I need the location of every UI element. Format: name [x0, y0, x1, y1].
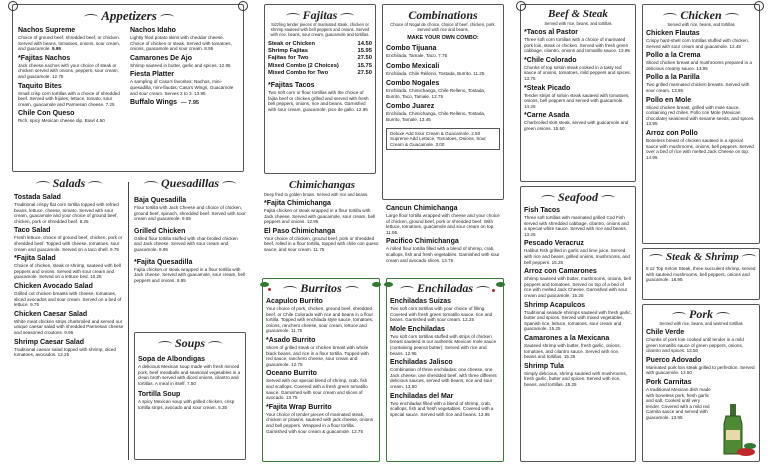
enchiladas-section — [390, 281, 500, 460]
menu-item: Taco Salad Fresh lettuce, choice of ground beef, chicken, pork or shredded beef. Topped with cheese, tomatoes, sour cream and guacamole. Served on a taco shell. 9.75 — [14, 227, 123, 252]
section-title-soups: Soups — [138, 336, 242, 351]
steak-shrimp-section: Steak & Shrimp 8 oz Top Sirloin Steak, three succulent shrimp, served with sauteed mushrooms, bell peppers, onions and guacamole. 18.95 — [646, 251, 756, 283]
menu-item: Camarones De Ajo Shrimp sauteed in butter, garlic and spices. 12.95 — [130, 54, 231, 68]
menu-item: Shrimp Caesar Salad Traditional caesar salad topped with shrimp, diced tomatoes, avocados. 12.25 — [14, 338, 116, 358]
menu-item: Pacifico Chimichanga A rolled flour tortilla filled with a blend of shrimp, crab, scallops, fish and fresh vegetables. Garnished with sour cream and avocado slices. 13.75 — [386, 238, 500, 263]
flourish-icon — [742, 254, 756, 260]
menu-item: *Fajita Salad Choice of chicken, steak or shrimp, sauteed with bell peppers and onions. Served with sour cream and guacamole. Served on a lettuce bed. 10.25 — [14, 255, 121, 280]
section-title-quesadillas: Quesadillas — [134, 176, 246, 191]
menu-item: Chicken Flautas Crispy hard-shell corn tortillas stuffed with chicken. Served with sour cream and guacamole. 12.45 — [646, 30, 750, 49]
burritos-section — [266, 281, 376, 460]
section-title-salads: Salads — [14, 176, 124, 191]
flourish-icon — [208, 341, 222, 347]
menu-item: Arroz con Camarones Shrimp sauteed with butter, mushrooms, onions, bell peppers and tomatoes. Served on top of a bed of rice with melted Jack Cheese. Garnished with sour cream and guacamole. 15.25 — [524, 268, 631, 298]
section-title-burritos: Burritos — [266, 281, 376, 295]
section-title-pork: Pork — [646, 307, 756, 321]
menu-item: Pollo a la Crema Sliced chicken breast and mushrooms prepared in a delicious creamy sauce. 13.95 — [646, 52, 752, 71]
menu-item: Baja Quesadilla Flour tortilla with Jack Cheese and choice of chicken, ground beef, spinach, shredded beef. Served with sour cream and guacamole. 9.65 — [134, 197, 246, 222]
appetizers-left-list — [18, 24, 122, 124]
menu-item: Combo Juarez Enchilada, Chimichanga, Chile Relleno, Tostada, Burrito, Tamale. 13.45 — [386, 103, 486, 122]
combinations-section: Combinations Choice of Nogal de choice, choice of beef, chicken, pork. Served with rice and beans. MAKE YOUR OWN COMBO: Combo Tijuana Enchilada, Tamale, Taco. 7.75 Combo Mexicali Enchilada, Chile Relleno, Tostada, Burrito. 11.25 Combo Nogales Enchilada, Chimichanga, Chile Relleno, Tostada, Burrito, Taco, Tamale. 12.75 Combo Juarez Enchilada, Chimichanga, Chile Relleno, Tostada, Burrito, Tamale. 13.45 Deluxe Add Sour Cream & Guacamole. 2.50 Supreme Add Lettuce, Tomatoes, Onions, Sour Cream & Guacamole. 3.00 — [386, 8, 500, 198]
menu-item: Combo Tijuana Enchilada, Tamale, Taco. 7.75 — [386, 45, 448, 58]
menu-item: Fiesta Platter A sampling of Casa's favorites: Nachos, mini-quesadilla, mini-flautas, Casa's Wings, Guacamole and sour cream. Serves 2 to 3. 13.95 — [130, 71, 234, 96]
menu-item: Enchiladas Suizas Two soft corn tortillas with your choice of filling. Covered with fresh green tomatillo sauce, rice and beans. Garnished with sour cream. 12.25 — [390, 298, 493, 323]
section-title-fajitas: Fajitas — [268, 8, 372, 22]
menu-item: *Fajita Chimichanga Fajita chicken or steak wrapped in a flour tortilla with Jack cheese. Served with guacamole, sour cream, bell peppers and onions. 12.95 — [264, 200, 376, 225]
menu-panel-right — [512, 0, 768, 466]
menu-item: Cancun Chimichanga Large flour tortilla wrapped with cheese and your choice of chicken, ground beef, pork or shredded beef. With lettuce, tomatoes, guacamole and sour cream on top. 11.95 — [386, 205, 500, 235]
menu-item: Chile Verde Chunks of pork loin cooked until tender in a mild green tomatillo sauce of green peppers, onions, cilantro and spices. 13.50 — [646, 329, 744, 354]
menu-item: Nachos Supreme Choice of ground beef, shredded beef, or chicken. Served with beans, tomatoes, onions, sour cream, and guacamole. 9.95 — [18, 27, 121, 52]
section-title-appetizers: Appetizers — [18, 8, 240, 24]
section-title-combinations: Combinations — [408, 8, 478, 22]
menu-item: Nachos Idaho Lightly fried potato skins with cheddar cheese. Choice of chicken or steak. Served with tomatoes, onions, guacamole and sour cream. 8.95 — [130, 27, 232, 52]
menu-item: Shrimp Tula Simply delicious, shrimp sauteed with mushrooms, fresh garlic, butter and spices. Served with rice, beans, and tortillas. 15.25 — [524, 362, 627, 387]
appetizers-section — [18, 8, 240, 170]
chimichangas-section: Chimichangas Deep fried to golden brown. Served with rice and beans. *Fajita Chimichanga Fajita chicken or steak wrapped in a flour tortilla with Jack cheese. Served with guacamole, sour cream, bell peppers and onions. 12.95 El Paso Chimichanga Your choice of chicken, ground beef, pork or shredded beef, rolled in a flour tortilla, topped with chile con queso sauce, and sour cream. 11.75 — [264, 179, 379, 252]
menu-item: El Paso Chimichanga Your choice of chicken, ground beef, pork or shredded beef, rolled in a flour tortilla, topped with chile con queso sauce, and sour cream. 11.75 — [264, 227, 379, 252]
section-title-enchiladas: Enchiladas — [390, 281, 500, 295]
menu-item: *Carne Asada Charbroiled skirt steak, served with guacamole and green onions. 15.50 — [524, 112, 629, 131]
menu-item: *Fajita Wrap Burrito Your choice of tender pieces of marinated steak, chicken or prawns, sauteed with jack cheese, onions and bell peppers. Wrapped in a flour tortilla. Garnished with sour cream & guacamole. 12.75 — [266, 403, 373, 434]
cancun-section — [386, 202, 502, 278]
flourish-icon — [158, 341, 172, 347]
flourish-icon — [663, 13, 677, 19]
menu-item: Taquito Bites Small crisp corn tortillas with a choice of shredded beef. Served with frijoles, lettuce, tomato, sour cream, guacamole and Parmesan cheese. 7.25 — [18, 82, 120, 107]
flourish-icon — [716, 312, 730, 318]
flourish-icon — [541, 195, 555, 201]
flourish-icon — [340, 13, 354, 19]
menu-item: Oceano Burrito Served with our special blend of shrimp, crab, fish and scallops. Covered with a fresh green tomatillo sauce. Garnished with sour cream and slices of avocado. 13.75 — [266, 370, 368, 401]
menu-item: Pollo a la Parilla Two grilled marinated chicken breasts. Served with sour cream. 13.95 — [646, 74, 750, 93]
appetizers-right-list — [130, 24, 234, 124]
menu-item: Shrimp Acapulcos Traditional seaside shrimps sauteed with fresh garlic, butter and spices. Served with mixed vegetables, Spanish rice, lettuce, tomatoes, sour cream and guacamole. 15.25 — [524, 301, 632, 332]
price-row: Steak or Chicken 14.50 — [268, 41, 372, 47]
flourish-icon — [400, 286, 414, 292]
flourish-icon — [88, 181, 102, 187]
menu-item: Tostada Salad Traditional crispy flat corn tortilla topped with refried beans, lettuce, cheese, tomato. Served with sour cream, guacamole and your choice of ground beef, chicken, pork or shredded beef. 8.25 — [14, 194, 119, 224]
menu-panel-left — [0, 0, 256, 466]
soups-section — [138, 336, 242, 458]
menu-item: Tortilla Soup A spicy Mexican soup with grilled chicken, crisp tortilla strips, avocado and sour cream. 5.35 — [138, 391, 235, 410]
price-row: Shrimp Fajitas 15.95 — [268, 48, 372, 55]
seafood-section — [524, 190, 632, 460]
chicken-section: Chicken Served with rice, beans, and tortillas Chicken Flautas Crispy hard-shell corn tortillas stuffed with chicken. Served with sour cream and guacamole. 12.45 Pollo a la Crema Sliced chicken breast and mushrooms prepared in a delicious creamy sauce. 13.95 Pollo a la Parilla Two grilled marinated chicken breasts. Served with sour cream. 13.95 Pollo en Mole Sliced chicken breast, grilled with mole sauce, containing red chiles. Pollo con Mole (Mexican chocolate) seasoned with sesame seeds, and spices. 13.95 Arroz con Pollo Boneless breast of chicken sauteed in a special sauce with mushrooms, onions, bell peppers. Served over a bed of rice with melted Jack Cheese on top. 14.95 — [646, 8, 755, 160]
section-title-seafood: Seafood — [524, 190, 632, 204]
bottle-and-peppers-illustration — [716, 400, 758, 460]
flourish-icon — [476, 286, 490, 292]
column-divider — [128, 182, 129, 460]
salads-section — [14, 176, 124, 464]
menu-item: Buffalo Wings — 7.95 — [130, 99, 200, 107]
combo-upgrades-box: Deluxe Add Sour Cream & Guacamole. 2.50 Supreme Add Lettuce, Tomatoes, Onions, Sour Cream & Guacamole. 3.00 — [386, 128, 500, 151]
flourish-icon — [36, 181, 50, 187]
section-title-beef-steak: Beef & Steak — [548, 8, 608, 20]
pork-section: Pork Served with rice, beans, and warmed tortillas Chile Verde Chunks of pork loin cooked until tender in a mild green tomatillo sauce of green peppers, onions, cilantro and spices. 13.50 Puerco Adovado Marinated pork loin steak grilled to perfection. Served with guacamole. 13.50 Pork Carnitas A traditional Mexican dish made with boneless pork, fresh garlic and salt. Cooked until very tender. Covered with a mild red Carnita sauce and served with guacamole. 13.95 — [646, 307, 755, 420]
menu-item: Chicken Caesar Salad White meat chicken strips charbroiled and served our unique caesar salad with shredded Parmesan cheese and seasoned croutons. 9.95 — [14, 310, 124, 335]
menu-item: Chicken Avocado Salad Grilled cut chicken breasts with cheese, tomatoes, sliced avocados and sour cream. Served on a bed of lettuce. 9.75 — [14, 282, 122, 308]
menu-panel-middle — [256, 0, 512, 466]
menu-item: Combo Mexicali Enchilada, Chile Relleno, Tostada, Burrito. 11.25 — [386, 62, 485, 76]
menu-item: Enchiladas Jalisco Combination of three enchiladas: one cheese, one Jack cheese, one shredded beef, with three different delicious sauces, served with beans, rice and sour cream. 13.50 — [390, 359, 497, 389]
flourish-icon — [601, 195, 615, 201]
flourish-icon — [84, 14, 98, 20]
menu-item: Acapulco Burrito Your choice of pork, chicken, ground beef, shredded beef, or Chile Colorado with rice and beans in a flour tortilla. Topped with enchilada style sauce, tomatoes, onions, ranchero cheese, sour cream, lettuce and guacamole. 11.75 — [266, 298, 374, 334]
flourish-icon — [286, 13, 300, 19]
menu-item: Pork Carnitas A traditional Mexican dish made with boneless pork, fresh garlic and salt. Cooked until very tender. Covered with a mild red Carnita sauce and served with guacamole. 13.95 — [646, 378, 711, 420]
menu-item: *Tacos al Pastor Three soft corn tortillas with a choice of marinated pork loin, steak or chicken. Served with fresh green cabbage, cilantro, onions and tomatillo sauce. 13.95 — [524, 29, 630, 54]
quesadillas-section — [134, 176, 246, 326]
menu-item: Fish Tacos Three soft tortillas with marinated grilled Cod Fish served with shredded cabbage, cilantro, onions and a special white sauce. Served with rice and beans. 13.25 — [524, 207, 629, 237]
beef-steak-section: Beef & Steak Served with rice, beans, and tortillas *Tacos al Pastor Three soft corn tortillas with a choice of marinated pork loin, steak or chicken. Served with fresh green cabbage, cilantro, onions and tomatillo sauce. 13.95 *Chile Colorado Chunks of top sirloin steak cooked in a tasty red sauce of onions, tomatoes, mild peppers and spices. 13.75 *Steak Picado Tender strips of sirloin steak sauteed with tomatoes, onions, bell peppers and served with guacamole. 14.25 *Carne Asada Charbroiled skirt steak, served with guacamole and green onions. 15.50 — [524, 8, 631, 131]
scroll-ornament-icon — [8, 1, 18, 11]
menu-item: *Asado Burrito Slices of grilled steak or chicken breast with whole black beans, and rice in a flour tortilla. Topped with red sauce, ranchero cheese, sour cream and guacamole. 12.75 — [266, 336, 369, 367]
bottle-neck-icon — [730, 404, 736, 416]
menu-item: *Chile Colorado Chunks of top sirloin steak cooked in a tasty red sauce of onions, tomatoes, mild peppers and spices. 13.75 — [524, 56, 631, 81]
menu-item: Sopa de Albondigas A delicious Mexican soup made with fresh minced pork, beef meatballs and seasonal vegetables in a clean broth served with diced onions, cilantro and tortillas. A meal in itself. 7.50 — [138, 356, 241, 386]
menu-item: *Fajitas Tacos Two soft corn or flour tortillas with the choice of fajita beef or chicken grilled and served with fresh bell peppers, onions, rice and beans. Garnished with sour cream, guacamole, pico de gallo. 12.95 — [268, 82, 369, 112]
fajitas-price-list — [268, 41, 372, 77]
flourish-icon — [144, 181, 158, 187]
flourish-icon — [725, 13, 739, 19]
section-title-chicken: Chicken — [646, 8, 756, 22]
menu-item: *Fajitas Nachos Jack cheese nachos with your choice of steak or chicken served with onions, peppers, sour cream, and guacamole. 12.75 — [18, 54, 119, 79]
section-title-steak-shrimp: Steak & Shrimp — [646, 251, 756, 264]
menu-item: Mole Enchiladas Two soft corn tortillas stuffed with strips of chicken breast sauteed in our authentic Mexican mole sauce (containing peanut butter). Served with rice and beans. 12.95 — [390, 325, 497, 356]
price-row: Mixed Combo for Two 27.50 — [268, 69, 372, 76]
flourish-icon — [649, 254, 663, 260]
price-row: Fajitas for Two 27.50 — [268, 55, 372, 62]
menu-item: Arroz con Pollo Boneless breast of chicken sauteed in a special sauce with mushrooms, onions, bell peppers. Served over a bed of rice with melted Jack Cheese on top. 14.95 — [646, 129, 754, 160]
chili-pepper-icon — [737, 448, 755, 456]
menu-item: *Steak Picado Tender strips of sirloin steak sauteed with tomatoes, onions, bell peppers and served with guacamole. 14.25 — [524, 84, 630, 109]
menu-item: *Fajita Quesadilla Fajita chicken or steak wrapped in a flour tortilla with Jack cheese. Served with guacamole, sour cream, bell peppers and onions. 9.95 — [134, 258, 246, 283]
flourish-icon — [345, 286, 359, 292]
price-row: Mixed Combo (2 Choices) 15.75 — [268, 62, 372, 69]
flourish-icon — [160, 14, 174, 20]
green-pepper-icon — [744, 443, 756, 449]
fajitas-section: Fajitas Sizzling tender pieces of marinated steak, chicken or shrimp sauteed with bell peppers and onions. Served with rice, beans, sour cream, guacamole and tortillas. Steak or Chicken 14.50 Shrimp Fajitas 15.95 Fajitas for Two 27.50 Mixed Combo (2 Choices) 15.75 Mixed Combo for Two 27.50 *Fajitas Tacos Two soft corn or flour tortillas with the choice of fajita beef or chicken grilled and served with fresh bell peppers, onions, rice and beans. Garnished with sour cream, guacamole, pico de gallo. 12.95 — [268, 8, 372, 112]
menu-item: Pescado Veracruz Halibut Fish grilled in garlic and lime juice. Served with rice and beans, grilled onions, mushrooms, and bell peppers. 15.25 — [524, 240, 630, 265]
menu-item: Combo Nogales Enchilada, Chimichanga, Chile Relleno, Tostada, Burrito, Taco, Tamale. 12.75 — [386, 80, 486, 99]
section-title-chimichangas: Chimichangas — [288, 179, 356, 191]
flourish-icon — [283, 286, 297, 292]
bottle-label-icon — [726, 430, 740, 440]
menu-item: Pollo en Mole Sliced chicken breast, grilled with mole sauce, containing red chiles. Pollo con Mole (Mexican chocolate) seasoned with sesame seeds, and spices. 13.95 — [646, 96, 755, 127]
menu-item: Enchiladas del Mar Two enchiladas filled with a blend of shrimp, crab, scallops, fish and fresh vegetables. Covered with a special sauce. Served with rice and beans. 13.95 — [390, 392, 494, 417]
flourish-icon — [672, 312, 686, 318]
menu-item: Grilled Chicken Grilled flour tortilla stuffed with char-broiled chicken and Jack cheese. Served with sour cream and guacamole. 9.95 — [134, 227, 238, 252]
menu-item: Chile Con Queso Rich, spicy Mexican cheese dip. Bowl 4.50 — [18, 110, 105, 124]
menu-item: Camarones a la Mexicana Sauteed shrimp with butter, fresh garlic, onions, tomatoes, and cilantro sauce. Served with rice, beans and tortillas. 15.25 — [524, 334, 621, 360]
menu-item: Puerco Adovado Marinated pork loin steak grilled to perfection. Served with guacamole. 13.50 — [646, 356, 755, 376]
flourish-icon — [222, 181, 236, 187]
